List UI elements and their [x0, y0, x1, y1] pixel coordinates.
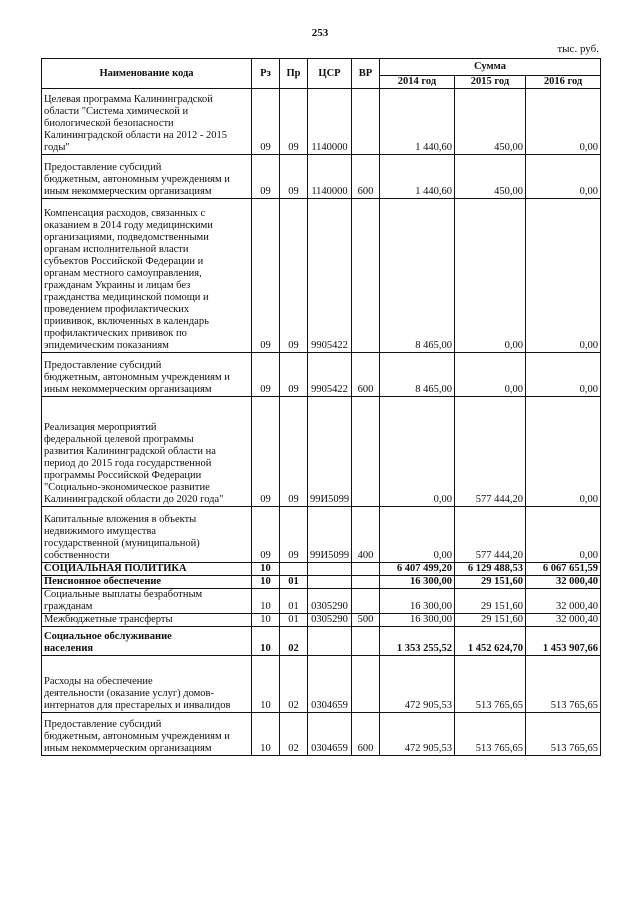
cell-pr: 01: [280, 576, 308, 589]
cell-y3: 0,00: [526, 353, 601, 397]
cell-name: Целевая программа Калининградской области "Система химической и биологической безопасности Калининградской области на 2012 - 2015 годы": [42, 89, 252, 155]
cell-name: Предоставление субсидий бюджетным, автономным учреждениям и иным некоммерческим организациям: [42, 155, 252, 199]
cell-y1: 0,00: [380, 397, 455, 507]
unit-label: тыс. руб.: [557, 43, 599, 55]
cell-y3: 0,00: [526, 199, 601, 353]
cell-vr: [352, 199, 380, 353]
cell-name: Расходы на обеспечение деятельности (оказание услуг) домов- интернатов для престарелых и инвалидов: [42, 656, 252, 713]
header-name: Наименование кода: [42, 59, 252, 89]
cell-pr: 02: [280, 627, 308, 656]
cell-csr: 0304659: [308, 656, 352, 713]
budget-table: [41, 58, 601, 756]
cell-rz: 10: [252, 576, 280, 589]
cell-pr: 01: [280, 614, 308, 627]
cell-y3: 513 765,65: [526, 713, 601, 756]
table-row: [42, 199, 601, 353]
cell-vr: 400: [352, 507, 380, 563]
cell-y2: 450,00: [455, 155, 526, 199]
page-number: 253: [311, 27, 329, 39]
header-pr: Пр: [280, 59, 308, 89]
cell-y2: 29 151,60: [455, 576, 526, 589]
cell-name: Социальное обслуживание населения: [42, 627, 252, 656]
table-row: [42, 614, 601, 627]
header-year-2014: 2014 год: [380, 76, 455, 89]
cell-name: Капитальные вложения в объекты недвижимого имущества государственной (муниципальной) собственности: [42, 507, 252, 563]
cell-pr: 09: [280, 397, 308, 507]
cell-pr: 01: [280, 589, 308, 614]
cell-y1: 8 465,00: [380, 199, 455, 353]
cell-y2: 0,00: [455, 199, 526, 353]
cell-name: Компенсация расходов, связанных с оказанием в 2014 году медицинскими организациями, подведомственными органам исполнительной власти субъектов Российской Федерации и органам местного самоуправления, гражданам Украины и лицам без гражданства медицинской помощи и проведением профилактических приививок, включенных в календарь профилактических прививок по эпидемическим показаниям: [42, 199, 252, 353]
cell-csr: [308, 627, 352, 656]
table-row: [42, 713, 601, 756]
cell-csr: [308, 576, 352, 589]
cell-y2: 450,00: [455, 89, 526, 155]
cell-vr: [352, 563, 380, 576]
table-row: [42, 155, 601, 199]
cell-pr: [280, 563, 308, 576]
cell-rz: 10: [252, 627, 280, 656]
table-row: [42, 353, 601, 397]
cell-y1: 472 905,53: [380, 656, 455, 713]
cell-y1: 1 440,60: [380, 89, 455, 155]
cell-vr: 600: [352, 713, 380, 756]
cell-y2: 0,00: [455, 353, 526, 397]
cell-rz: 10: [252, 713, 280, 756]
cell-pr: 09: [280, 89, 308, 155]
cell-rz: 10: [252, 656, 280, 713]
table-row: [42, 656, 601, 713]
cell-y2: 29 151,60: [455, 589, 526, 614]
cell-csr: [308, 563, 352, 576]
cell-y1: 472 905,53: [380, 713, 455, 756]
cell-y2: 1 452 624,70: [455, 627, 526, 656]
cell-csr: 1140000: [308, 155, 352, 199]
header-rz: Рз: [252, 59, 280, 89]
cell-name: СОЦИАЛЬНАЯ ПОЛИТИКА: [42, 563, 252, 576]
cell-pr: 02: [280, 656, 308, 713]
header-sum: Сумма: [380, 59, 601, 76]
cell-y1: 1 440,60: [380, 155, 455, 199]
cell-y2: 29 151,60: [455, 614, 526, 627]
table-row: [42, 397, 601, 507]
cell-name: Пенсионное обеспечение: [42, 576, 252, 589]
cell-rz: 10: [252, 589, 280, 614]
header-year-2015: 2015 год: [455, 76, 526, 89]
cell-pr: 02: [280, 713, 308, 756]
cell-rz: 09: [252, 199, 280, 353]
cell-rz: 10: [252, 563, 280, 576]
cell-pr: 09: [280, 353, 308, 397]
cell-vr: [352, 627, 380, 656]
cell-vr: [352, 397, 380, 507]
cell-y3: 6 067 651,59: [526, 563, 601, 576]
cell-y1: 8 465,00: [380, 353, 455, 397]
cell-vr: [352, 589, 380, 614]
header-year-2016: 2016 год: [526, 76, 601, 89]
cell-y3: 32 000,40: [526, 576, 601, 589]
cell-y2: 6 129 488,53: [455, 563, 526, 576]
cell-pr: 09: [280, 507, 308, 563]
cell-vr: 500: [352, 614, 380, 627]
cell-y3: 0,00: [526, 89, 601, 155]
header-csr: ЦСР: [308, 59, 352, 89]
cell-pr: 09: [280, 155, 308, 199]
cell-y1: 6 407 499,20: [380, 563, 455, 576]
cell-vr: [352, 576, 380, 589]
cell-csr: 9905422: [308, 199, 352, 353]
cell-csr: 99И5099: [308, 397, 352, 507]
cell-rz: 10: [252, 614, 280, 627]
cell-y2: 513 765,65: [455, 713, 526, 756]
cell-name: Предоставление субсидий бюджетным, автономным учреждениям и иным некоммерческим организациям: [42, 353, 252, 397]
cell-vr: [352, 89, 380, 155]
cell-y1: 16 300,00: [380, 576, 455, 589]
cell-name: Предоставление субсидий бюджетным, автономным учреждениям и иным некоммерческим организациям: [42, 713, 252, 756]
table-row: [42, 563, 601, 576]
cell-csr: 0305290: [308, 614, 352, 627]
cell-rz: 09: [252, 507, 280, 563]
cell-csr: 9905422: [308, 353, 352, 397]
cell-csr: 99И5099: [308, 507, 352, 563]
cell-csr: 0305290: [308, 589, 352, 614]
cell-y2: 577 444,20: [455, 397, 526, 507]
cell-y1: 16 300,00: [380, 614, 455, 627]
cell-csr: 0304659: [308, 713, 352, 756]
cell-name: Межбюджетные трансферты: [42, 614, 252, 627]
cell-rz: 09: [252, 89, 280, 155]
cell-y2: 513 765,65: [455, 656, 526, 713]
cell-y3: 32 000,40: [526, 614, 601, 627]
cell-vr: 600: [352, 353, 380, 397]
table-row: [42, 627, 601, 656]
cell-pr: 09: [280, 199, 308, 353]
table-row: [42, 89, 601, 155]
cell-name: Реализация мероприятий федеральной целевой программы развития Калининградской области на период до 2015 года государственной программы Российской Федерации "Социально-экономическое развитие Калининградской области до 2020 года": [42, 397, 252, 507]
cell-vr: 600: [352, 155, 380, 199]
cell-y2: 577 444,20: [455, 507, 526, 563]
cell-y3: 0,00: [526, 507, 601, 563]
cell-rz: 09: [252, 353, 280, 397]
cell-csr: 1140000: [308, 89, 352, 155]
cell-rz: 09: [252, 155, 280, 199]
cell-vr: [352, 656, 380, 713]
table-body: [42, 89, 601, 756]
cell-y1: 0,00: [380, 507, 455, 563]
table-row: [42, 507, 601, 563]
cell-y3: 0,00: [526, 155, 601, 199]
table-row: [42, 576, 601, 589]
cell-y3: 1 453 907,66: [526, 627, 601, 656]
cell-name: Социальные выплаты безработным гражданам: [42, 589, 252, 614]
cell-rz: 09: [252, 397, 280, 507]
cell-y1: 16 300,00: [380, 589, 455, 614]
table-row: [42, 589, 601, 614]
cell-y3: 0,00: [526, 397, 601, 507]
cell-y3: 32 000,40: [526, 589, 601, 614]
cell-y3: 513 765,65: [526, 656, 601, 713]
cell-y1: 1 353 255,52: [380, 627, 455, 656]
header-vr: ВР: [352, 59, 380, 89]
